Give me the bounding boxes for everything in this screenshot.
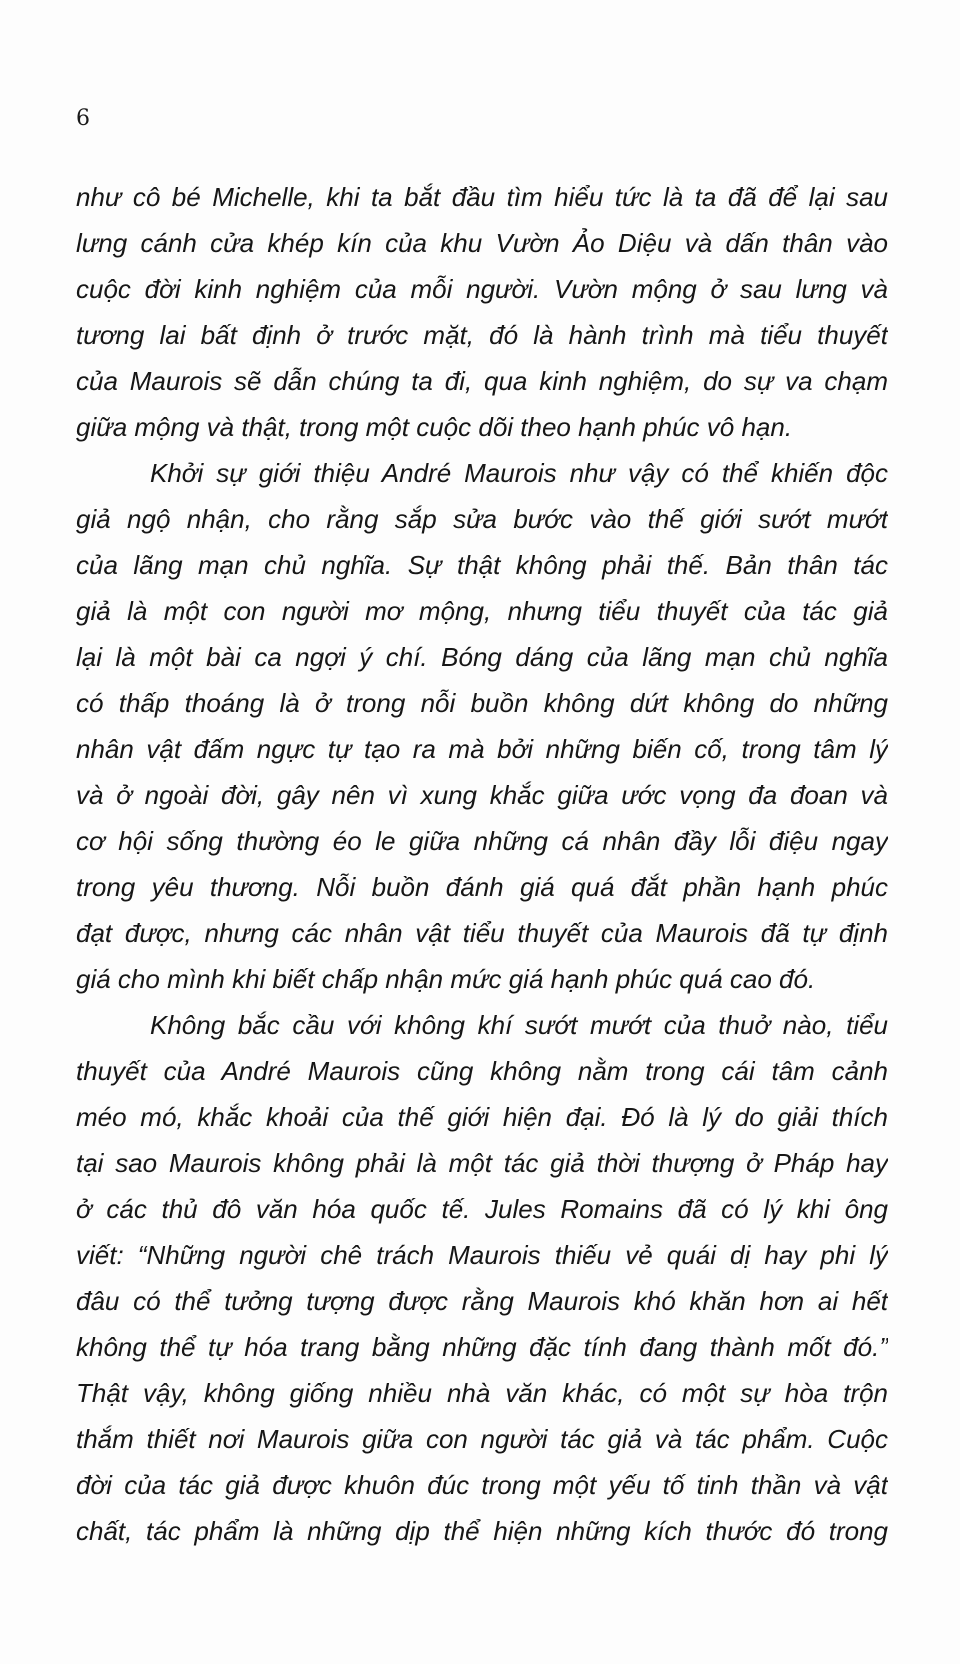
text-line: Thật vậy, không giống nhiều nhà văn khác, có một sự hòa trộn	[76, 1378, 888, 1408]
text-line: giữa mộng và thật, trong một cuộc dõi theo hạnh phúc vô hạn.	[76, 412, 793, 442]
text-line: đời của tác giả được khuôn đúc trong một yếu tố tinh thần và vật	[76, 1470, 888, 1500]
text-line: thắm thiết nơi Maurois giữa con người tác giả và tác phẩm. Cuộc	[76, 1424, 888, 1454]
text-line: thuyết của André Maurois cũng không nằm trong cái tâm cảnh	[76, 1056, 888, 1086]
text-line: ở các thủ đô văn hóa quốc tế. Jules Romains đã có lý khi ông	[76, 1194, 888, 1224]
paragraph-first-line: Khởi sự giới thiệu André Maurois như vậy có thể khiến độc	[150, 458, 888, 488]
text-line: méo mó, khắc khoải của thế giới hiện đại. Đó là lý do giải thích	[76, 1102, 888, 1132]
text-line: không thể tự hóa trang bằng những đặc tính đang thành mốt đó.”	[76, 1332, 888, 1362]
text-line: có thấp thoáng là ở trong nỗi buồn không dứt không do những	[76, 688, 888, 718]
text-line: giá cho mình khi biết chấp nhận mức giá hạnh phúc quá cao đó.	[76, 964, 816, 994]
text-line: lưng cánh cửa khép kín của khu Vườn Ảo Diệu và dấn thân vào	[76, 228, 888, 258]
text-line: lại là một bài ca ngợi ý chí. Bóng dáng của lãng mạn chủ nghĩa	[76, 642, 888, 672]
paragraph-first-line: Không bắc cầu với không khí sướt mướt của thuở nào, tiểu	[150, 1010, 888, 1040]
text-line: tương lai bất định ở trước mặt, đó là hành trình mà tiểu thuyết	[76, 320, 888, 350]
text-line: viết: “Những người chê trách Maurois thiếu vẻ quái dị hay phi lý	[76, 1240, 888, 1270]
text-line: và ở ngoài đời, gây nên vì xung khắc giữa ước vọng đa đoan và	[76, 780, 888, 810]
text-line: đâu có thể tưởng tượng được rằng Maurois khó khăn hơn ai hết	[76, 1286, 888, 1316]
text-line: của lãng mạn chủ nghĩa. Sự thật không phải thế. Bản thân tác	[76, 550, 888, 580]
text-line: giả là một con người mơ mộng, nhưng tiểu thuyết của tác giả	[76, 596, 888, 626]
text-line: đạt được, nhưng các nhân vật tiểu thuyết của Maurois đã tự định	[76, 918, 888, 948]
text-line: cơ hội sống thường éo le giữa những cá nhân đầy lỗi điệu ngay	[76, 826, 888, 856]
text-line: như cô bé Michelle, khi ta bắt đầu tìm hiểu tức là ta đã để lại sau	[76, 182, 888, 212]
text-line: nhân vật đấm ngực tự tạo ra mà bởi những biến cố, trong tâm lý	[76, 734, 888, 764]
text-line: trong yêu thương. Nỗi buồn đánh giá quá đắt phần hạnh phúc	[76, 872, 888, 902]
text-line: tại sao Maurois không phải là một tác giả thời thượng ở Pháp hay	[76, 1148, 888, 1178]
page-number: 6	[76, 106, 90, 131]
text-line: của Maurois sẽ dẫn chúng ta đi, qua kinh nghiệm, do sự va chạm	[76, 366, 888, 396]
text-line: giả ngộ nhận, cho rằng sắp sửa bước vào thế giới sướt mướt	[76, 504, 888, 534]
body-text	[76, 174, 888, 1554]
text-line: cuộc đời kinh nghiệm của mỗi người. Vườn mộng ở sau lưng và	[76, 274, 888, 304]
text-line: chất, tác phẩm là những dịp thể hiện những kích thước đó trong	[76, 1516, 888, 1546]
